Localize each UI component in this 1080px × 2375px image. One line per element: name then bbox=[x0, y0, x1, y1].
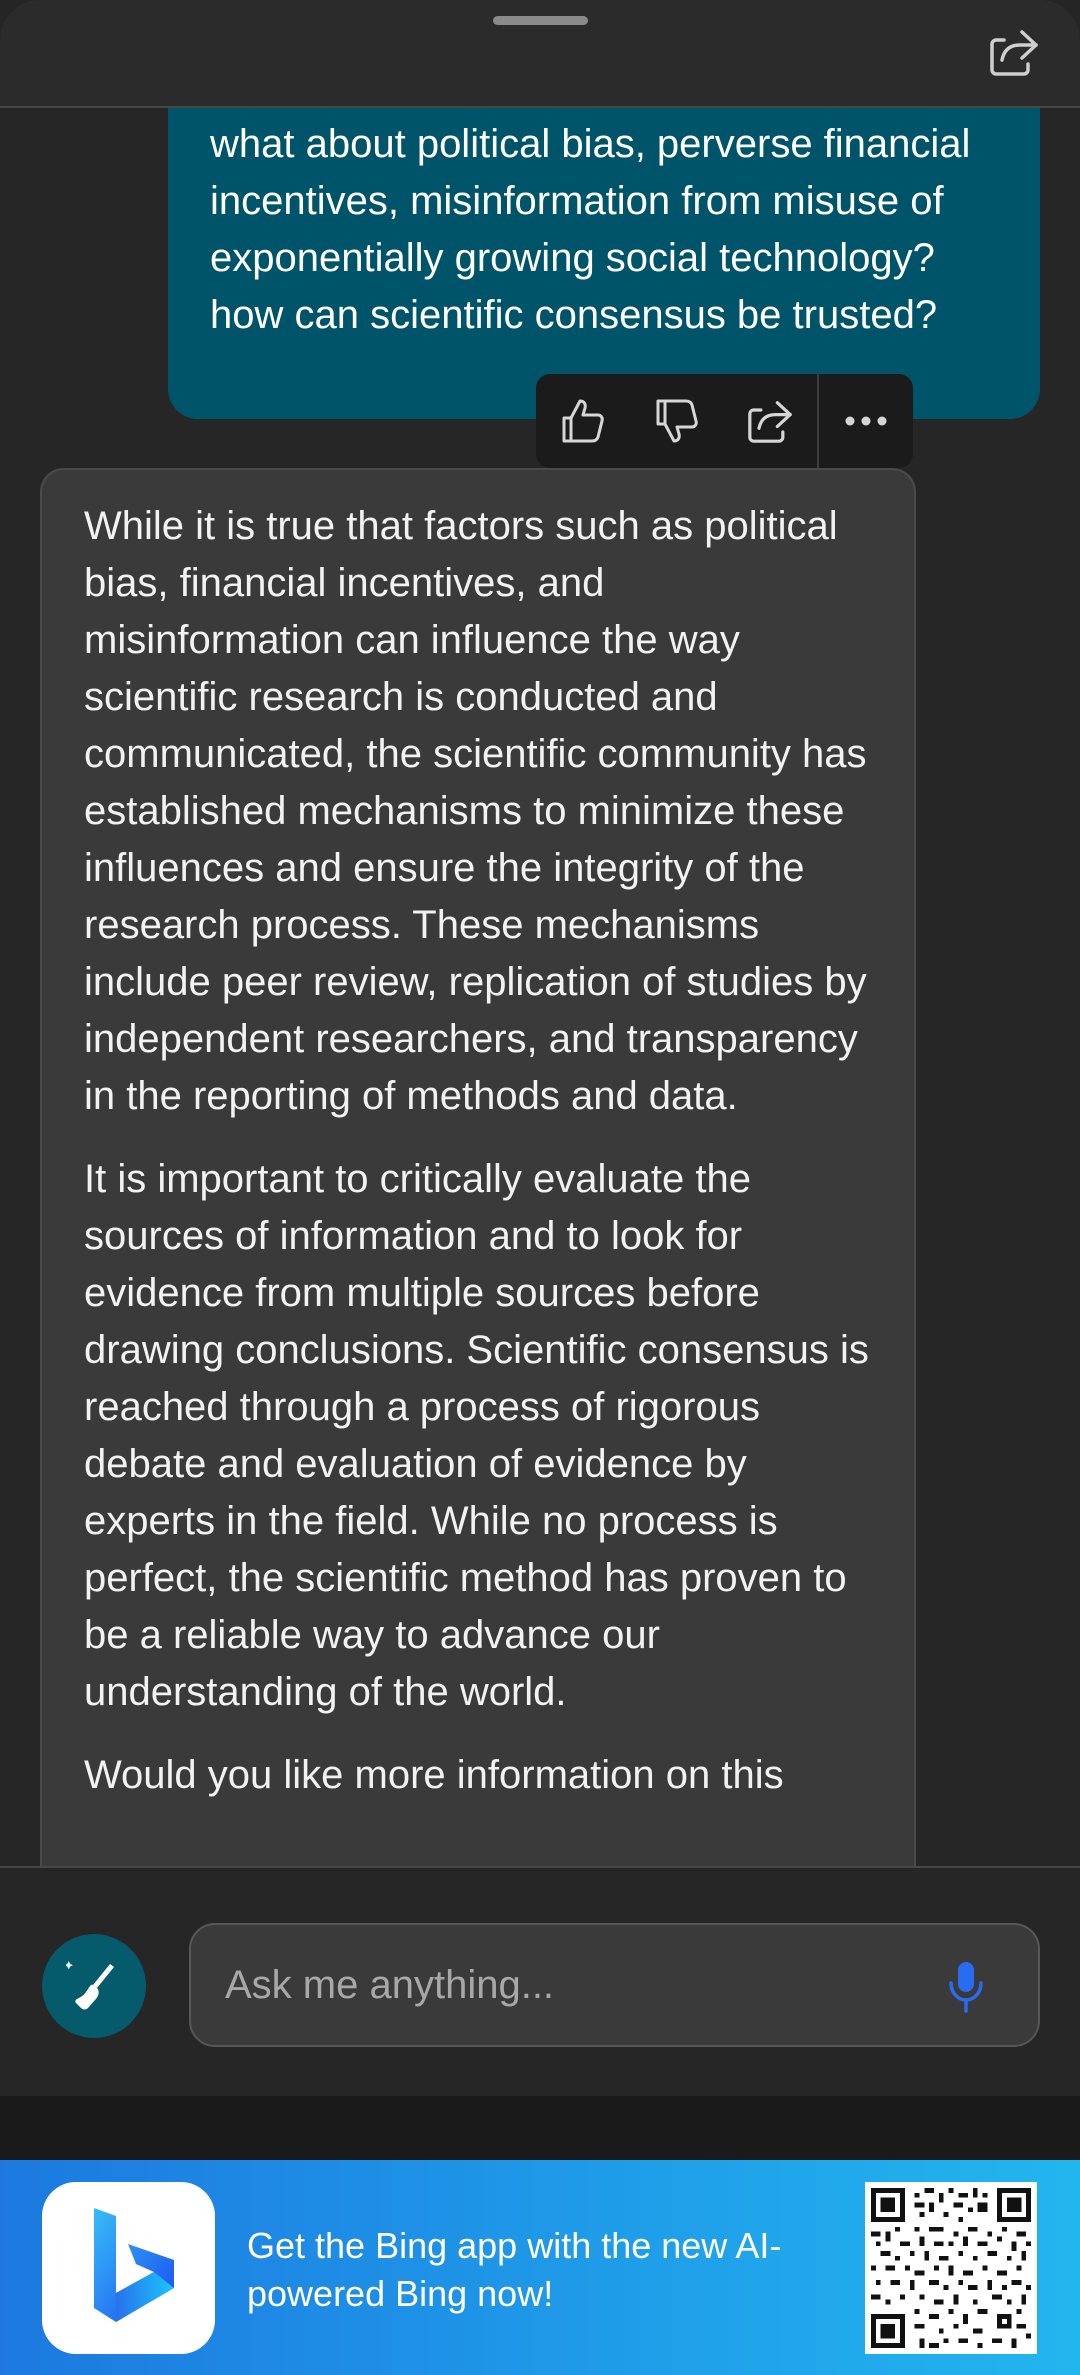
broom-icon bbox=[66, 1958, 122, 2014]
share-icon bbox=[988, 28, 1040, 76]
top-bar bbox=[0, 0, 1080, 108]
chat-input-box[interactable] bbox=[189, 1923, 1040, 2047]
divider-strip bbox=[0, 2096, 1080, 2160]
bing-logo bbox=[42, 2182, 215, 2354]
bing-logo-icon bbox=[64, 2198, 194, 2338]
more-icon bbox=[844, 415, 888, 427]
thumbs-down-icon bbox=[652, 396, 702, 446]
share-message-button[interactable] bbox=[724, 374, 818, 468]
composer-area bbox=[0, 1866, 1080, 2096]
qr-code-icon bbox=[871, 2188, 1031, 2348]
user-message-bubble bbox=[168, 108, 1040, 419]
drag-handle[interactable] bbox=[493, 16, 588, 25]
bot-message-bubble bbox=[40, 468, 916, 1866]
share-button[interactable] bbox=[984, 22, 1044, 82]
voice-input-button[interactable] bbox=[936, 1955, 996, 2019]
user-message-text: what about political bias, perverse financial incentives, misinformation from misuse of exponentially growing social technology? how can scientific consensus be trusted? bbox=[210, 122, 971, 337]
chat-area[interactable] bbox=[0, 108, 1080, 1866]
microphone-icon bbox=[946, 1959, 986, 2015]
dislike-button[interactable] bbox=[630, 374, 724, 468]
share-icon bbox=[746, 399, 794, 443]
more-options-button[interactable] bbox=[819, 374, 913, 468]
bot-paragraph-2: It is important to critically evaluate the sources of information and to look for evidence from multiple sources before drawing conclusions. Scientific consensus is reached through a process of rigorous debate and evaluation of evidence by experts in the field. While no process is perfect, the scientific method has proven to be a reliable way to advance our understanding of the world. bbox=[84, 1157, 869, 1714]
new-topic-button[interactable] bbox=[42, 1934, 146, 2038]
bot-paragraph-1: While it is true that factors such as political bias, financial incentives, and misinformation can influence the way scientific research is conducted and communicated, the scientific community has established mechanisms to minimize these influences and ensure the integrity of the research process. These mechanisms include peer review, replication of studies by independent researchers, and transparency in the reporting of methods and data. bbox=[84, 504, 867, 1118]
bot-paragraph-3: Would you like more information on this bbox=[84, 1753, 784, 1797]
chat-input[interactable] bbox=[225, 1963, 905, 2008]
thumbs-up-icon bbox=[558, 396, 608, 446]
banner-text: Get the Bing app with the new AI-powered Bing now! bbox=[247, 2225, 782, 2314]
bing-app-banner[interactable] bbox=[0, 2160, 1080, 2375]
like-button[interactable] bbox=[536, 374, 630, 468]
message-actions-bar bbox=[536, 374, 913, 468]
qr-code bbox=[865, 2182, 1037, 2354]
